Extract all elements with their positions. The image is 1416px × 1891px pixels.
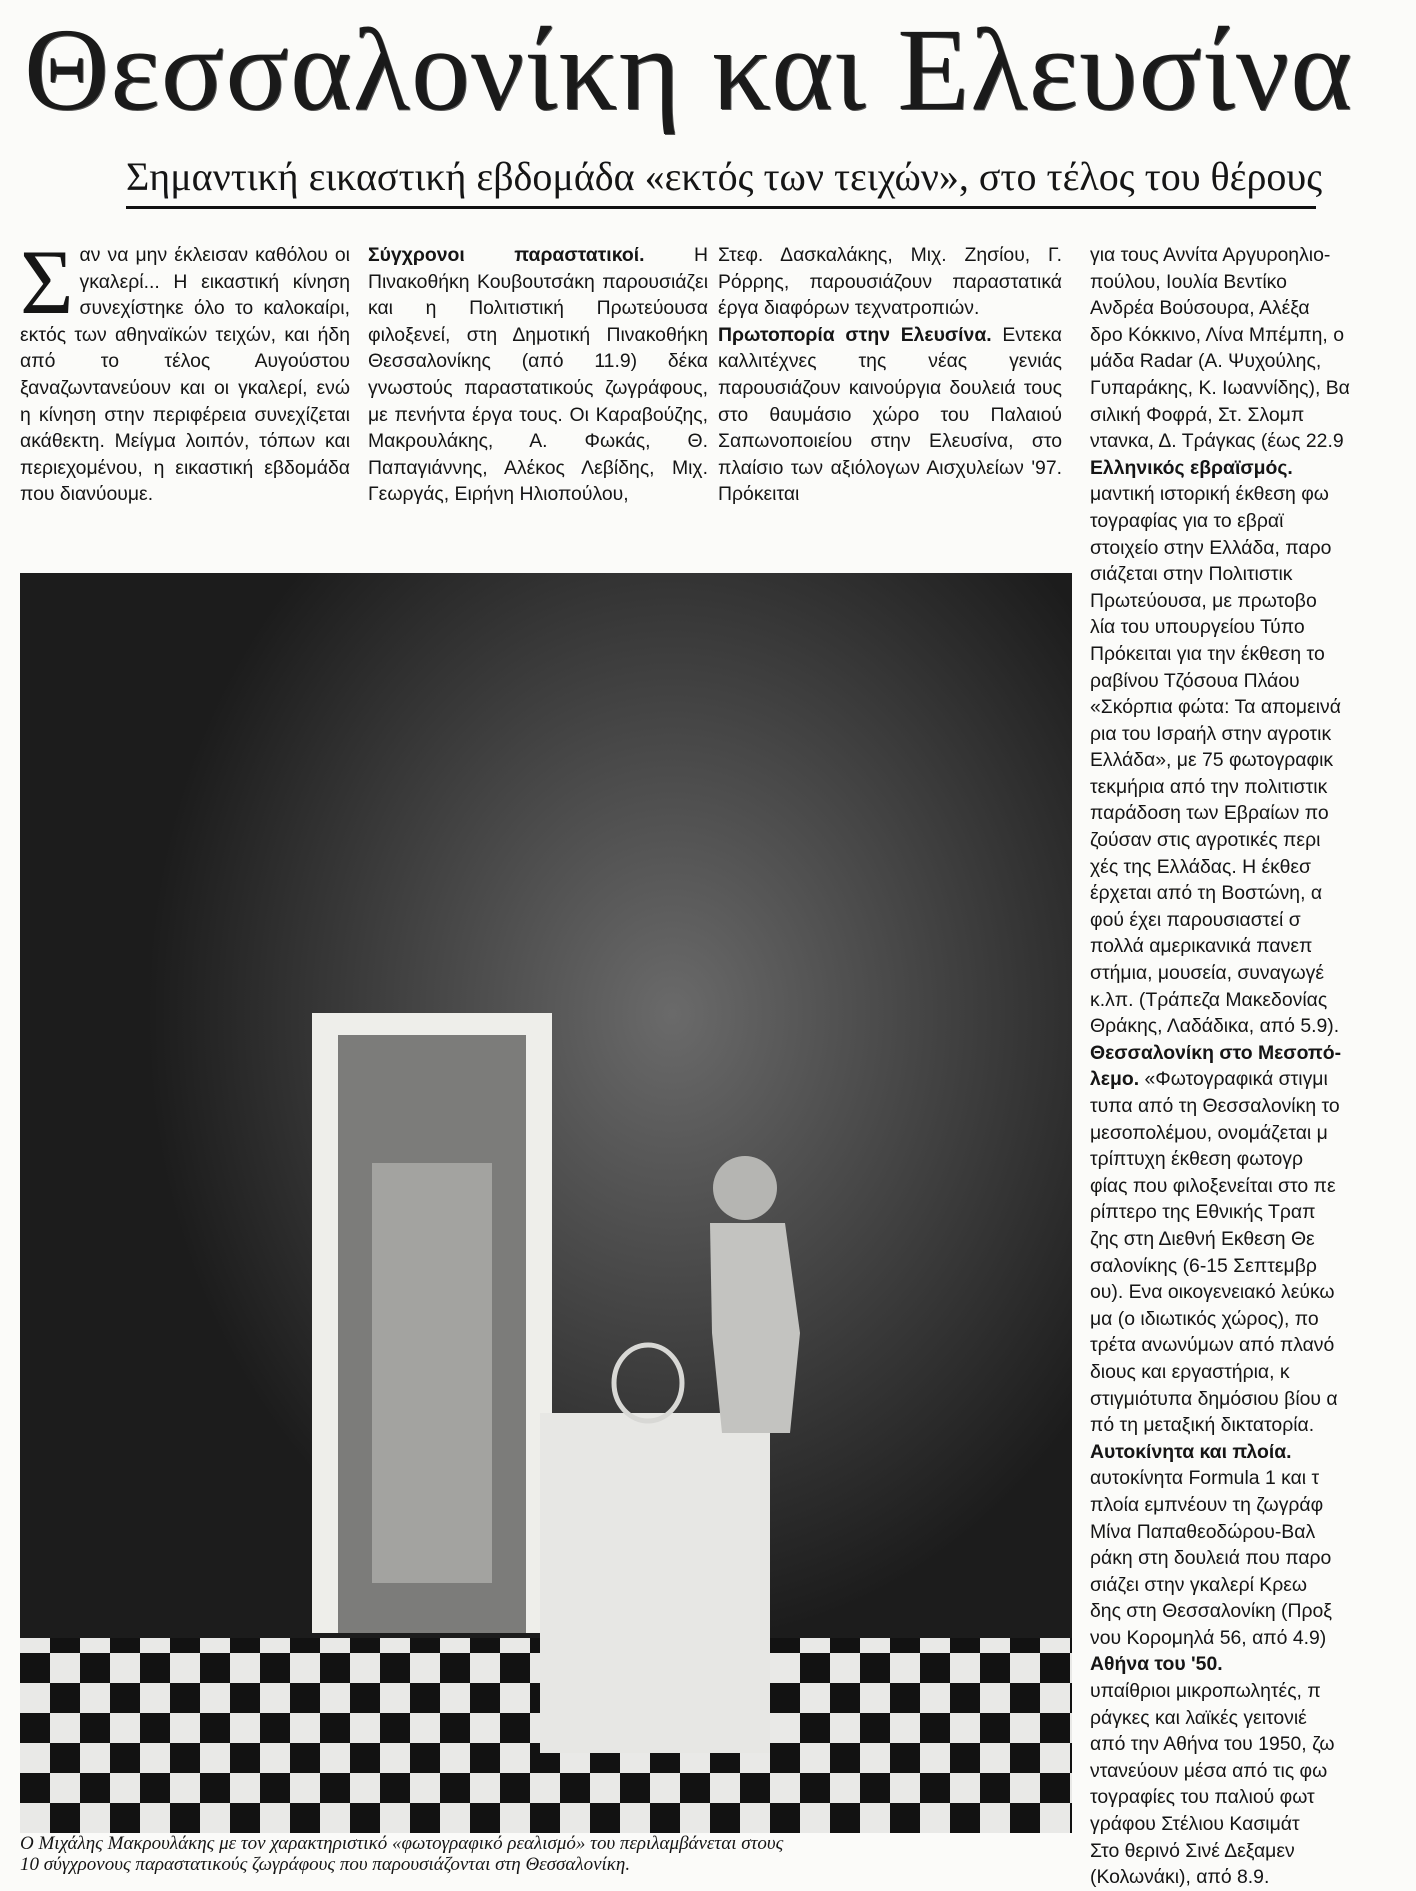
text-line: Θράκης, Λαδάδικα, από 5.9). <box>1090 1015 1340 1038</box>
text-line: «Σκόρπια φώτα: Τα απομεινά <box>1090 696 1341 719</box>
painting-photo <box>20 573 1072 1833</box>
text-line: τρίπτυχη έκθεση φωτογρ <box>1090 1148 1303 1171</box>
paragraph: Στεφ. Δασκαλάκης, Μιχ. Ζησίου, Γ. Ρόρρης, παρουσιάζουν παραστατικά έργα διαφόρων τεχνατροπιών. <box>718 244 1062 320</box>
inner-door <box>372 1163 492 1583</box>
figure-head <box>713 1156 777 1220</box>
text-line <box>1090 1651 1416 1678</box>
subtitle: Σημαντική εικαστική εβδομάδα «εκτός των τειχών», στο τέλος του θέρους <box>126 150 1316 209</box>
text-line: νου Κορομηλά 56, από 4.9) <box>1090 1626 1327 1649</box>
photo-caption <box>20 1833 1080 1875</box>
text-line: τογραφίας για το εβραϊ <box>1090 509 1284 532</box>
text-line: Στο θερινό Σινέ Δεξαμεν <box>1090 1839 1295 1862</box>
text-line: ράκη στη δουλειά που παρο <box>1090 1547 1332 1570</box>
article-column-3 <box>718 242 1062 508</box>
article-column-4 <box>1090 242 1416 1889</box>
painting-illustration <box>20 573 1072 1833</box>
text-line: Πρόκειται για την έκθεση το <box>1090 642 1325 665</box>
text-line: δρο Κόκκινο, Λίνα Μπέμπη, ο <box>1090 323 1344 346</box>
text-line: τεκμήρια από την πολιτιστικ <box>1090 775 1328 798</box>
text-line: γράφου Στέλιου Κασιμάτ <box>1090 1813 1300 1836</box>
text-line: κ.λπ. (Τράπεζα Μακεδονίας <box>1090 988 1328 1011</box>
intro-paragraph: αν να μην έκλεισαν καθόλου οι γκαλερί... Η εικαστική κίνηση συνεχίστηκε όλο το καλοκαίρι, εκτός των αθηναϊκών τειχών, και ήδη από το τέλος Αυγούστου ξαναζωντανεύουν και οι γκαλερί, ενώ η κίνηση στην περιφέρεια συνεχίζεται ακάθεκτη. Μείγμα λοιπόν, τόπων και περιεχομένου, η εικαστική εβδομάδα που διανύουμε. <box>20 244 350 506</box>
text-line: Μίνα Παπαθεοδώρου-Βαλ <box>1090 1520 1316 1543</box>
text-line: Ελλάδα», με 75 φωτογραφικ <box>1090 749 1334 772</box>
caption-line: Ο Μιχάλης Μακρουλάκης με τον χαρακτηριστικό «φωτογραφικό ρεαλισμό» του περιλαμβάνεται στους <box>20 1833 784 1854</box>
drop-cap: Σ <box>20 231 74 333</box>
text-line: Ανδρέα Βούσουρα, Αλέξα <box>1090 297 1310 320</box>
text-line: ραβίνου Τζόσουα Πλάου <box>1090 669 1300 692</box>
text-line: στοιχείο στην Ελλάδα, παρο <box>1090 536 1332 559</box>
text-line: Πρωτεύουσα, με πρωτοβο <box>1090 589 1317 612</box>
section-heading: Πρωτοπορία στην Ελευσίνα. <box>718 323 992 346</box>
text-line: μεσοπολέμου, ονομάζεται μ <box>1090 1121 1328 1144</box>
paragraph <box>718 322 1062 508</box>
text-line: ζης στη Διεθνή Εκθεση Θε <box>1090 1227 1315 1250</box>
article-column-2 <box>368 242 708 508</box>
text-line: από την Αθήνα του 1950, ζω <box>1090 1733 1335 1756</box>
text-line: ζούσαν στις αγροτικές περι <box>1090 829 1321 852</box>
section-heading: λεμο. <box>1090 1068 1140 1091</box>
text-line: δης στη Θεσσαλονίκη (Προξ <box>1090 1600 1332 1623</box>
text-line: (Κολωνάκι), από 8.9. <box>1090 1866 1270 1889</box>
text-line: τυπα από τη Θεσσαλονίκη το <box>1090 1095 1340 1117</box>
text-line: στιγμιότυπα δημόσιου βίου α <box>1090 1387 1338 1410</box>
text-line: αυτοκίνητα Formula 1 και τ <box>1090 1467 1320 1490</box>
text-line: υπαίθριοι μικροπωλητές, π <box>1090 1680 1321 1703</box>
section-heading: Θεσσαλονίκη στο Μεσοπό- <box>1090 1041 1342 1064</box>
text-line: ου). Ενα οικογενειακό λεύκω <box>1090 1281 1335 1304</box>
paragraph-text: Εντεκα καλλιτέχνες της νέας γενιάς παρουσιάζουν καινούργια δουλειά τους στο θαυμάσιο χώρο του Παλαιού Σαπωνοποιείου στην Ελευσίνα, στο πλαίσιο των αξιόλογων Αισχυλείων '97. Πρόκειται <box>718 323 1062 506</box>
text-line: σιάζεται στην Πολιτιστικ <box>1090 563 1293 586</box>
text-line: σιάζει στην γκαλερί Κρεω <box>1090 1573 1308 1596</box>
text-line <box>1090 1066 1416 1093</box>
text-line: ρια του Ισραήλ στην αγροτικ <box>1090 722 1332 745</box>
text-line: σαλονίκης (6-15 Σεπτεμβρ <box>1090 1254 1317 1277</box>
text-line: φού έχει παρουσιαστεί σ <box>1090 908 1301 931</box>
text-line: τογραφίες του παλιού φωτ <box>1090 1786 1315 1809</box>
caption-line: 10 σύγχρονους παραστατικούς ζωγράφους που παρουσιάζονται στη Θεσσαλονίκη. <box>20 1854 631 1875</box>
text-line: μα (ο ιδιωτικός χώρος), πο <box>1090 1307 1319 1330</box>
text-line: πούλου, Ιουλία Βεντίκο <box>1090 270 1287 293</box>
section-heading: Αυτοκίνητα και πλοία. <box>1090 1440 1292 1463</box>
text-line: μαντική ιστορική έκθεση φω <box>1090 483 1329 506</box>
text-line: ράγκες και λαϊκές γειτονιέ <box>1090 1706 1307 1729</box>
text-line: στήμια, μουσεία, συναγωγέ <box>1090 962 1324 985</box>
text-line: φίας που φιλοξενείται στο πε <box>1090 1174 1336 1197</box>
section-heading: Ελληνικός εβραϊσμός. <box>1090 456 1293 479</box>
figure-torso <box>710 1223 800 1433</box>
article-column-1 <box>20 231 350 508</box>
text-line: παράδοση των Εβραίων πο <box>1090 802 1329 825</box>
text-line: ρίπτερο της Εθνικής Τραπ <box>1090 1201 1316 1224</box>
text-line: πλοία εμπνέουν τη ζωγράφ <box>1090 1493 1324 1516</box>
text-line: ντανεύουν μέσα από τις φω <box>1090 1759 1328 1782</box>
text-line <box>1090 1040 1416 1067</box>
text-line: για τους Αννίτα Αργυροηλιο- <box>1090 244 1331 266</box>
text-line: διους και εργαστήρια, κ <box>1090 1360 1290 1383</box>
section-heading: Σύγχρονοι παραστατικοί. <box>368 244 645 266</box>
paragraph-text: Η Πινακοθήκη Κουβουτσάκη παρουσιάζει και η Πολιτιστική Πρωτεύουσα φιλοξενεί, στη Δημοτική Πινακοθήκη Θεσσαλονίκης (από 11.9) δέκα γνωστούς παραστατικούς ζωγράφους, με πενήντα έργα τους. Οι Καραβούζης, Μακρουλάκης, Α. Φωκάς, Θ. Παπαγιάννης, Αλέκος Λεβίδης, Μιχ. Γεωργάς, Ειρήνη Ηλιοπούλου, <box>368 244 709 506</box>
text-line: Γυπαράκης, Κ. Ιωαννίδης), Βα <box>1090 376 1350 399</box>
text-line: σιλική Φοφρά, Στ. Σλομπ <box>1090 403 1305 426</box>
text-line: χές της Ελλάδας. Η έκθεσ <box>1090 855 1311 878</box>
text-line <box>1090 455 1416 482</box>
text-line: λία του υπουργείου Τύπο <box>1090 616 1305 639</box>
text-line: ντανκα, Δ. Τράγκας (έως 22.9 <box>1090 430 1344 453</box>
text-line: τρέτα ανωνύμων από πλανό <box>1090 1334 1335 1357</box>
section-heading: Αθήνα του '50. <box>1090 1653 1223 1676</box>
text-span: «Φωτογραφικά στιγμι <box>1144 1068 1328 1091</box>
headline: Θεσσαλονίκη και Ελευσίνα <box>24 4 1354 135</box>
text-line <box>1090 1439 1416 1466</box>
text-line: πό τη μεταξική δικτατορία. <box>1090 1414 1315 1437</box>
text-line: μάδα Radar (Α. Ψυχούλης, <box>1090 350 1322 373</box>
text-line: έρχεται από τη Βοστώνη, α <box>1090 882 1323 905</box>
paragraph <box>368 242 708 508</box>
table-cloth <box>540 1413 770 1753</box>
text-line: πολλά αμερικανικά πανεπ <box>1090 935 1313 958</box>
